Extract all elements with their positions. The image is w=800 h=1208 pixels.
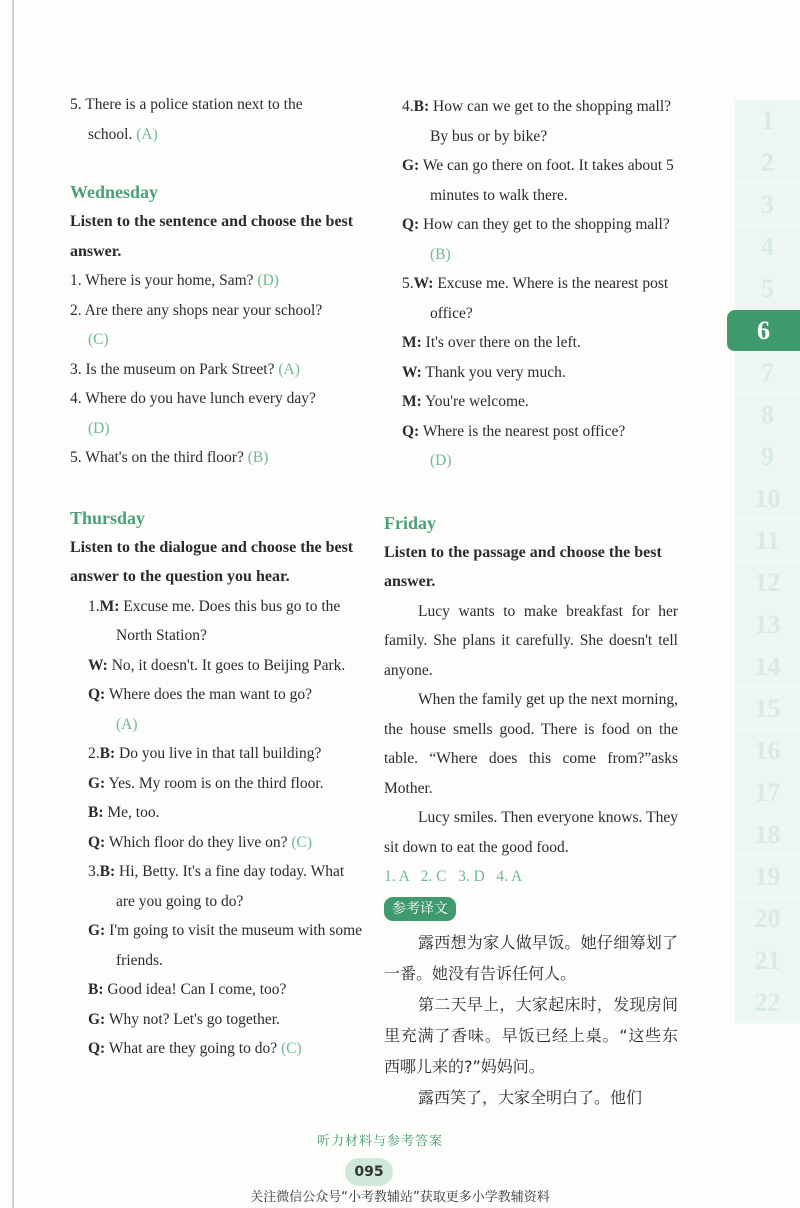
dialogue-4: 4.B: How can we get to the shopping mall? By bus or by bike? G: We can go there on foot. It takes about 5 minutes to walk there. Q: How can they get to the shopping mall? (B) xyxy=(402,98,674,263)
unit-tab-4[interactable]: 4 xyxy=(735,226,800,268)
unit-tab-16[interactable]: 16 xyxy=(735,730,800,772)
answer: (D) xyxy=(430,452,452,469)
thursday-heading: Thursday xyxy=(70,507,146,528)
translation-paragraph: 露西想为家人做早饭。她仔细筹划了一番。她没有告诉任何人。 xyxy=(384,933,678,983)
friday-instruction: Listen to the passage and choose the best answer. xyxy=(384,543,662,590)
right-column xyxy=(384,92,678,1113)
unit-tab-12[interactable]: 12 xyxy=(735,562,800,604)
unit-tab-17[interactable]: 17 xyxy=(735,772,800,814)
unit-tab-20[interactable]: 20 xyxy=(735,898,800,940)
unit-tab-5[interactable]: 5 xyxy=(735,268,800,310)
left-column xyxy=(70,90,366,1064)
answer: (A) xyxy=(116,715,138,733)
answer: (C) xyxy=(281,1040,302,1057)
unit-tab-3[interactable]: 3 xyxy=(735,184,800,226)
dialogue-2: 2.B: Do you live in that tall building? G: Yes. My room is on the third floor. B: Me, too. Q: Which floor do they live on? (C) xyxy=(88,745,324,851)
answer: (B) xyxy=(430,245,451,263)
wed-item-4: 4. Where do you have lunch every day? xyxy=(70,390,316,407)
dialogue-5: 5.W: Excuse me. Where is the nearest post office? M: It's over there on the left. W: Thank you very much. M: You're welcome. Q: Where is the nearest post office? (D) xyxy=(402,275,669,469)
translation-paragraph: 第二天早上，大家起床时，发现房间里充满了香味。早饭已经上桌。“这些东西哪儿来的?”妈妈问。 xyxy=(384,995,678,1076)
dialogue-3: 3.B: Hi, Betty. It's a fine day today. What are you going to do? G: I'm going to visit the museum with some friends. B: Good idea! Can I come, too? G: Why not? Let's go together. Q: What are they going to do? (C) xyxy=(88,863,363,1057)
promo-text: 关注微信公众号“小考教辅站”获取更多小学教辅资料 xyxy=(250,1190,550,1205)
wed-item-1: 1. Where is your home, Sam? (D) xyxy=(70,272,279,289)
unit-tab-9[interactable]: 9 xyxy=(735,436,800,478)
passage-paragraph: Lucy smiles. Then everyone knows. They sit down to eat the good food. xyxy=(384,809,678,856)
unit-tab-22[interactable]: 22 xyxy=(735,982,800,1024)
wed-item-3: 3. Is the museum on Park Street? (A) xyxy=(70,360,300,378)
unit-tab-19[interactable]: 19 xyxy=(735,856,800,898)
wed-item-2-ans: (C) xyxy=(88,331,109,348)
footer-title: 听力材料与参考答案 xyxy=(316,1134,443,1149)
unit-tab-2[interactable]: 2 xyxy=(735,142,800,184)
unit-tab-10[interactable]: 10 xyxy=(735,478,800,520)
page-number: 095 xyxy=(345,1158,393,1186)
tue-item-5-cont: school. (A) xyxy=(88,125,158,143)
tue-item-5: 5. There is a police station next to the xyxy=(70,96,303,113)
unit-tab-14[interactable]: 14 xyxy=(735,646,800,688)
unit-tab-18[interactable]: 18 xyxy=(735,814,800,856)
unit-tab-15[interactable]: 15 xyxy=(735,688,800,730)
unit-tab-1[interactable]: 1 xyxy=(735,100,800,142)
unit-tab-6[interactable]: 6 xyxy=(727,310,800,352)
unit-tab-13[interactable]: 13 xyxy=(735,604,800,646)
passage-paragraph: Lucy wants to make breakfast for her family. She plans it carefully. She doesn't tell anyone. xyxy=(384,602,678,679)
answer: (A) xyxy=(136,125,158,143)
passage-paragraph: When the family get up the next morning, the house smells good. There is food on the table. “Where does this come from?”asks Mother. xyxy=(384,691,678,797)
answer-key: 1. A 2. C 3. D 4. A xyxy=(384,868,523,885)
wednesday-heading: Wednesday xyxy=(70,182,159,202)
dialogue-1: 1.M: Excuse me. Does this bus go to the North Station? W: No, it doesn't. It goes to Beijing Park. Q: Where does the man want to go? (A) xyxy=(88,597,346,733)
friday-heading: Friday xyxy=(384,512,436,533)
reference-translation-badge: 参考译文 xyxy=(384,897,456,921)
wed-item-5: 5. What's on the third floor? (B) xyxy=(70,449,269,466)
wed-item-4-ans: (D) xyxy=(88,419,110,437)
ref-badge-row xyxy=(384,894,678,924)
answer: (C) xyxy=(291,833,313,851)
unit-tab-7[interactable]: 7 xyxy=(735,352,800,394)
translation-paragraph: 露西笑了，大家全明白了。他们 xyxy=(418,1088,643,1107)
wednesday-instruction: Listen to the sentence and choose the best answer. xyxy=(70,213,354,260)
wed-item-2: 2. Are there any shops near your school? xyxy=(70,301,323,319)
unit-tabs xyxy=(735,100,800,1024)
unit-tab-11[interactable]: 11 xyxy=(735,520,800,562)
thursday-instruction: Listen to the dialogue and choose the best answer to the question you hear. xyxy=(70,538,354,585)
unit-tab-21[interactable]: 21 xyxy=(735,940,800,982)
unit-tab-8[interactable]: 8 xyxy=(735,394,800,436)
page-margin-line xyxy=(12,0,14,1208)
